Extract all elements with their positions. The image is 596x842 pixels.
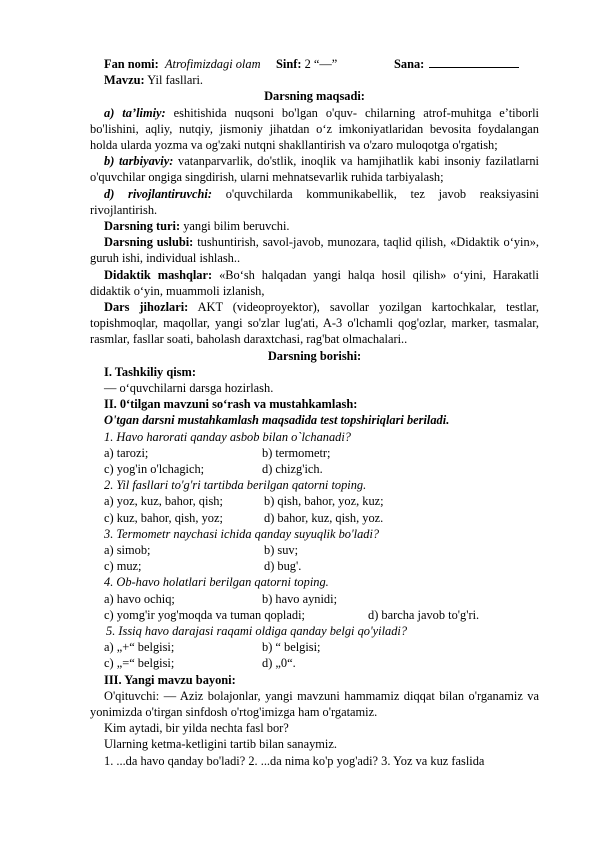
question-1-options-row-2 (90, 461, 539, 477)
lesson-type-label: Darsning turi: (104, 219, 181, 234)
question-3 (90, 526, 539, 542)
lesson-equipment-text: AKT (videoproyektor), savollar yozilgan kartochkalar, testlar, topishmoqlar, maqollar, yangi so'zlar lug'ati, A-3 o'lchamli qog'ozlar, marker, tasmalar, rasmlar, fasllar soati, baholash daraxtchasi, rag'bat olmachalari.. (90, 300, 539, 347)
question-1-text: 1. Havo harorati qanday asbob bilan o`lchanadi? (104, 429, 351, 444)
question-5-text: 5. Issiq havo darajasi raqami oldiga qanday belgi qo'yiladi? (106, 623, 408, 638)
option: c) „=“ belgisi; (104, 656, 175, 671)
lesson-method (90, 234, 539, 266)
goals-heading: Darsning maqsadi: (264, 89, 365, 104)
topic-line (90, 72, 539, 88)
goal-upbringing-label: b) tarbiyaviy: (104, 154, 174, 169)
goal-educational-label: a) ta’limiy: (104, 105, 166, 120)
question-4-text: 4. Ob-havo holatlari berilgan qatorni toping. (104, 575, 329, 590)
date-blank (429, 56, 519, 68)
option: a) tarozi; (104, 445, 149, 460)
lesson-type (90, 218, 539, 234)
date-label: Sana: (394, 57, 425, 71)
lesson-equipment-label: Dars jihozlari: (104, 300, 189, 315)
option: d) bug'. (264, 559, 302, 574)
class-value: 2 “—” (304, 57, 338, 71)
section-2-title (90, 396, 539, 412)
section-1-title (90, 364, 539, 380)
section-2-title-text: II. 0‘tilgan mavzuni so‘rash va mustahkamlash: (104, 397, 358, 412)
section-1-title-text: I. Tashkiliy qism: (104, 364, 196, 379)
question-5-options-row-2 (90, 655, 539, 671)
section-3-paragraph-3: Ularning ketma-ketligini tartib bilan sanaymiz. (104, 737, 337, 752)
subject-label: Fan nomi: (104, 57, 159, 71)
lesson-method-text: tushuntirish, savol-javob, munozara, taqlid qilish, «Didaktik o‘yin», guruh ishi, individual ishlash.. (90, 235, 539, 266)
class-label: Sinf: (276, 57, 302, 71)
option: c) yomg'ir yog'moqda va tuman qopladi; (104, 607, 305, 622)
didactic-exercises-label: Didaktik mashqlar: (104, 267, 213, 282)
option: d) „0“. (262, 656, 296, 671)
lesson-method-label: Darsning uslubi: (104, 235, 194, 250)
section-2-subtitle-text: O'tgan darsni mustahkamlash maqsadida test topshiriqlari beriladi. (104, 413, 450, 428)
option: a) yoz, kuz, bahor, qish; (104, 494, 223, 509)
class-field (276, 56, 337, 72)
question-2-options-row-2 (90, 510, 539, 526)
question-3-options-row-2 (90, 558, 539, 574)
header-line (90, 56, 539, 72)
goal-upbringing-text: vatanparvarlik, do'stlik, inoqlik va hamjihatlik kabi insoniy fazilatlarni o'quvchilar ongiga singdirish, ularni mehnatsevarlik ruhida tarbiyalash; (90, 154, 539, 185)
lesson-equipment (90, 299, 539, 348)
option: b) qish, bahor, yoz, kuz; (264, 494, 384, 509)
section-3-title-text: III. Yangi mavzu bayoni: (104, 672, 236, 687)
option: b) “ belgisi; (262, 640, 321, 655)
question-4 (90, 574, 539, 590)
question-2 (90, 477, 539, 493)
topic-value: Yil fasllari. (147, 73, 203, 88)
section-3-paragraph-4: 1. ...da havo qanday bo'ladi? 2. ...da nima ko'p yog'adi? 3. Yoz va kuz faslida (104, 753, 485, 768)
option: a) havo ochiq; (104, 591, 175, 606)
goal-developing-text: o'quvchilarda kommunikabellik, tez javob reaksiyasini rivojlantirish. (90, 186, 539, 217)
lesson-plan (90, 56, 539, 769)
procedure-heading: Darsning borishi: (267, 348, 362, 363)
question-1-options-row-1 (90, 445, 539, 461)
option: a) „+“ belgisi; (104, 640, 175, 655)
date-field (394, 56, 519, 72)
option: b) havo aynidi; (262, 591, 338, 606)
goal-educational-text: eshitishida nuqsoni bo'lgan o'quv- chilarning atrof-muhitga e’tiborli bo'lishini, aqliy, nutqiy, jismoniy jihatdan o‘z imkoniyatlaridan bevosita foydalangan holda ularda yozma va og'zaki nutqni shakllantirish va o'zaro muloqotga o'rgatish; (90, 105, 539, 152)
option: d) bahor, kuz, qish, yoz. (264, 510, 384, 525)
question-5-options-row-1 (90, 639, 539, 655)
section-3-paragraph-2: Kim aytadi, bir yilda nechta fasl bor? (104, 721, 289, 736)
section-1-text: — o‘quvchilarni darsga hozirlash. (104, 381, 274, 396)
topic-label: Mavzu: (104, 73, 145, 88)
section-3-title (90, 672, 539, 688)
option: d) chizg'ich. (262, 462, 323, 477)
question-2-options-row-1 (90, 493, 539, 509)
didactic-exercises-text: «Bo‘sh halqadan yangi halqa hosil qilish» o‘yini, Harakatli didaktik o‘yin, muammoli izlanish, (90, 267, 539, 298)
question-4-options-row-2 (90, 607, 539, 623)
question-2-text: 2. Yil fasllari to'g'ri tartibda berilgan qatorni toping. (104, 478, 367, 493)
option: b) suv; (264, 543, 299, 558)
section-3-paragraph-1: O'qituvchi: — Aziz bolajonlar, yangi mavzuni hammamiz diqqat bilan o'rganamiz va yonimizda o'tirgan sinfdosh o'rtog'imizga ham o'rgatamiz. (90, 688, 539, 719)
goal-developing-label: d) rivojlantiruvchi: (104, 186, 212, 201)
question-4-options-row-1 (90, 591, 539, 607)
question-3-options-row-1 (90, 542, 539, 558)
option: b) termometr; (262, 445, 331, 460)
option: c) muz; (104, 559, 142, 574)
option: a) simob; (104, 543, 151, 558)
goal-developing (90, 186, 539, 218)
didactic-exercises (90, 267, 539, 299)
goal-educational (90, 105, 539, 154)
lesson-type-text: yangi bilim beruvchi. (183, 219, 290, 234)
question-3-text: 3. Termometr naychasi ichida qanday suyuqlik bo'ladi? (104, 526, 380, 541)
option: c) yog'in o'lchagich; (104, 462, 205, 477)
option: c) kuz, bahor, qish, yoz; (104, 510, 223, 525)
goal-upbringing (90, 153, 539, 185)
option: d) barcha javob to'g'ri. (368, 607, 480, 622)
question-5 (90, 623, 539, 639)
question-1 (90, 429, 539, 445)
subject-field (104, 56, 261, 72)
section-2-subtitle (90, 412, 539, 428)
subject-value: Atrofimizdagi olam (164, 57, 261, 71)
